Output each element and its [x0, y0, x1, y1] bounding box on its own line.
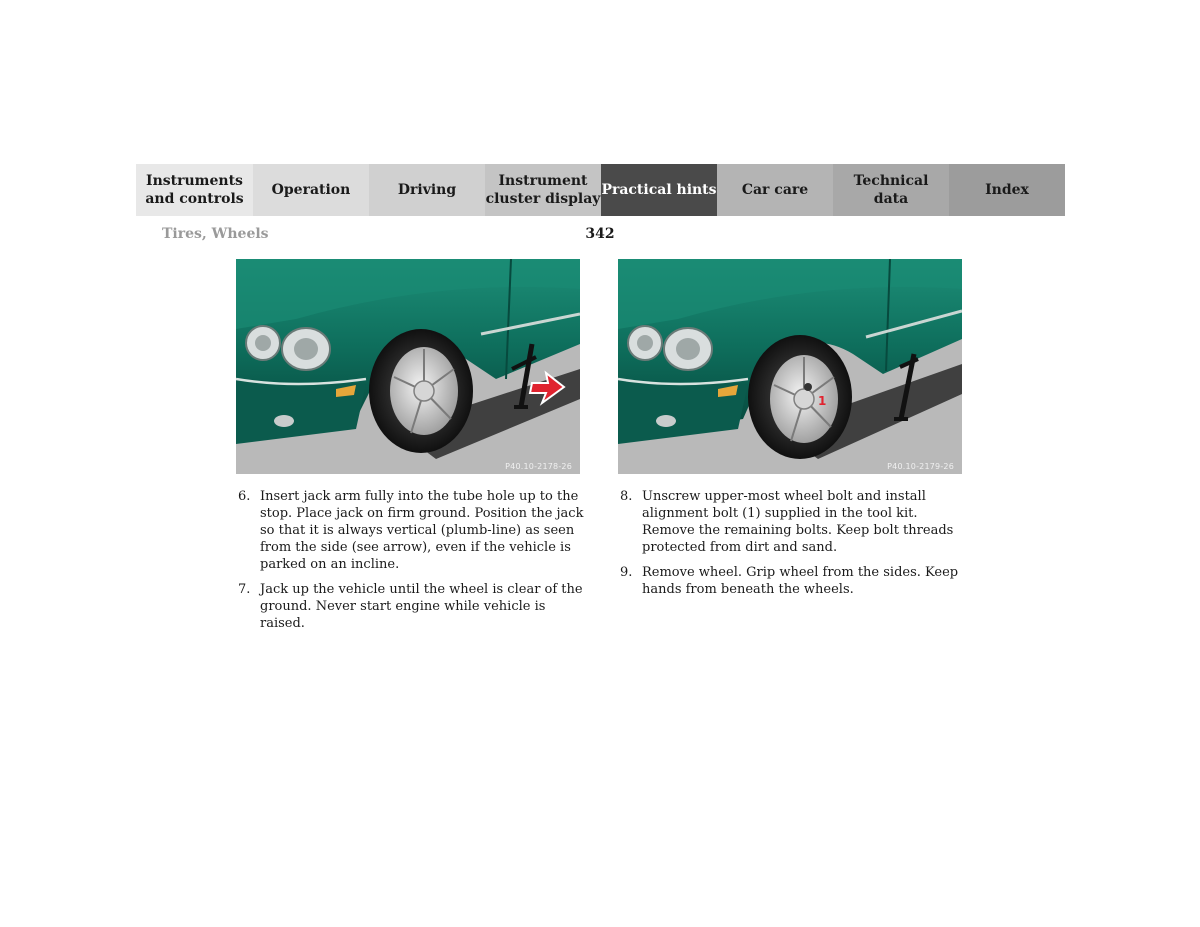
tab-instruments-and-controls[interactable]: Instruments and controls [136, 164, 253, 216]
chapter-tabs [136, 164, 1065, 216]
callout-1: 1 [818, 394, 827, 408]
tab-technical-data[interactable]: Technical data [833, 164, 949, 216]
tab-operation[interactable]: Operation [253, 164, 369, 216]
tab-instrument-cluster-display[interactable]: Instrument cluster display [485, 164, 601, 216]
step-text: Remove wheel. Grip wheel from the sides. Keep hands from beneath the wheels. [642, 565, 959, 597]
figure-wheel-removal [618, 259, 962, 474]
tab-driving[interactable]: Driving [369, 164, 485, 216]
step-number: 6. [238, 489, 251, 504]
steps-list-left [238, 488, 588, 640]
step-text: Insert jack arm fully into the tube hole up to the stop. Place jack on firm ground. Position the jack so that it is always vertical (plumb-line) as seen from the side (see arrow), even if the vehicle is parked on an incline. [260, 489, 584, 572]
tab-practical-hints[interactable]: Practical hints [601, 164, 717, 216]
step-number: 9. [620, 565, 633, 580]
step-number: 7. [238, 582, 251, 597]
step-item [238, 488, 588, 573]
figure-code: P40.10-2179-26 [887, 462, 954, 471]
step-text: Jack up the vehicle until the wheel is clear of the ground. Never start engine while vehicle is raised. [260, 582, 583, 631]
step-number: 8. [620, 489, 633, 504]
step-item [620, 564, 965, 598]
page-number: 342 [585, 226, 615, 242]
steps-list-right [620, 488, 965, 606]
step-item [620, 488, 965, 556]
figure-jack-placement [236, 259, 580, 474]
tab-index[interactable]: Index [949, 164, 1065, 216]
section-title: Tires, Wheels [162, 226, 269, 242]
step-text: Unscrew upper-most wheel bolt and install alignment bolt (1) supplied in the tool kit. Remove the remaining bolts. Keep bolt threads protected from dirt and sand. [642, 489, 954, 555]
car-wheel-illustration [618, 259, 962, 474]
figure-code: P40.10-2178-26 [505, 462, 572, 471]
step-item [238, 581, 588, 632]
car-jack-illustration [236, 259, 580, 474]
tab-car-care[interactable]: Car care [717, 164, 833, 216]
